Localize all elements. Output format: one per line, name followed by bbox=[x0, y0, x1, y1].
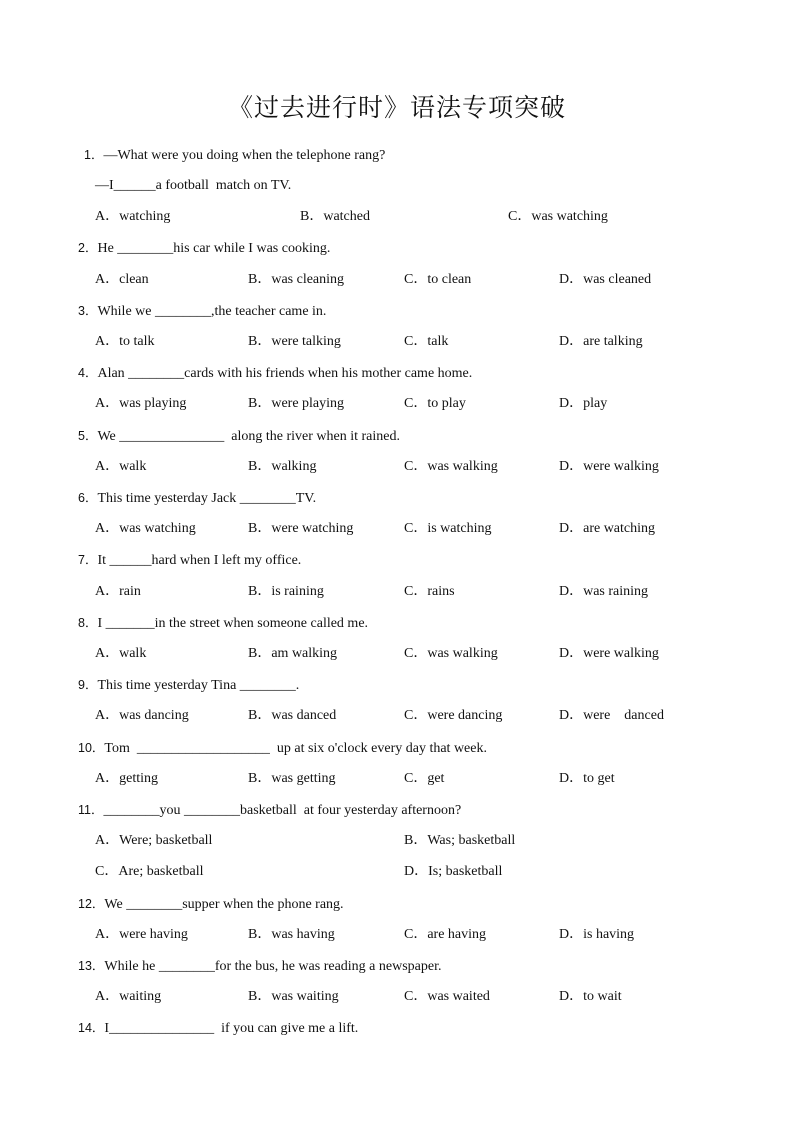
option-c: C．were dancing bbox=[404, 708, 503, 723]
question-9-options bbox=[95, 707, 775, 725]
option-c: C．Are; basketball bbox=[95, 864, 204, 879]
question-10-options bbox=[95, 770, 775, 788]
question-4 bbox=[78, 364, 472, 383]
option-d: D．are watching bbox=[559, 521, 656, 536]
option-d: D．was cleaned bbox=[559, 272, 652, 287]
option-a: A．were having bbox=[95, 927, 188, 942]
option-a: A．walk bbox=[95, 646, 147, 661]
option-d: D．was raining bbox=[559, 584, 649, 599]
option-a: A．Were; basketball bbox=[95, 833, 213, 848]
option-a: A．clean bbox=[95, 272, 149, 287]
option-a: A．walk bbox=[95, 459, 147, 474]
option-a: A．getting bbox=[95, 771, 158, 786]
option-c: C．was watching bbox=[508, 209, 608, 224]
question-2-options bbox=[95, 271, 775, 289]
option-a: A．to talk bbox=[95, 334, 155, 349]
option-c: C．to clean bbox=[404, 272, 472, 287]
question-number: 4． bbox=[78, 366, 98, 380]
question-stem: This time yesterday Jack ________TV. bbox=[97, 491, 317, 506]
question-number: 13． bbox=[78, 959, 105, 973]
option-d: D．were danced bbox=[559, 708, 664, 723]
question-13-options bbox=[95, 988, 775, 1006]
option-b: B．Was; basketball bbox=[404, 833, 516, 848]
option-d: D．to get bbox=[559, 771, 615, 786]
question-number: 2． bbox=[78, 241, 98, 255]
option-c: C．was waited bbox=[404, 989, 490, 1004]
option-a: A．was playing bbox=[95, 396, 187, 411]
option-d: D．play bbox=[559, 396, 608, 411]
option-b: B．was waiting bbox=[248, 989, 339, 1004]
option-c: C．rains bbox=[404, 584, 455, 599]
option-d: D．is having bbox=[559, 927, 635, 942]
option-c: C．is watching bbox=[404, 521, 492, 536]
question-stem: Tom ___________________ up at six o'clock every day that week. bbox=[104, 741, 487, 756]
question-8 bbox=[78, 614, 368, 633]
question-1-response: —I______a football match on TV. bbox=[95, 178, 292, 193]
question-1-options bbox=[95, 208, 775, 226]
option-b: B．were watching bbox=[248, 521, 354, 536]
question-stem: Alan ________cards with his friends when his mother came home. bbox=[97, 366, 473, 381]
option-a: A．was watching bbox=[95, 521, 196, 536]
question-12 bbox=[78, 895, 344, 914]
option-d: D．were walking bbox=[559, 459, 659, 474]
question-number: 11． bbox=[78, 803, 104, 817]
option-b: B．was getting bbox=[248, 771, 336, 786]
question-stem: ________you ________basketball at four yesterday afternoon? bbox=[103, 803, 462, 818]
question-number: 14． bbox=[78, 1021, 105, 1035]
option-a: A．rain bbox=[95, 584, 141, 599]
question-stem: While he ________for the bus, he was reading a newspaper. bbox=[104, 959, 442, 974]
option-b: B．am walking bbox=[248, 646, 338, 661]
option-b: B．were talking bbox=[248, 334, 341, 349]
question-number: 3． bbox=[78, 304, 98, 318]
option-d: D．are talking bbox=[559, 334, 643, 349]
option-c: C．was walking bbox=[404, 646, 498, 661]
option-b: B．were playing bbox=[248, 396, 345, 411]
option-c: C．was walking bbox=[404, 459, 498, 474]
option-c: C．get bbox=[404, 771, 445, 786]
question-number: 9． bbox=[78, 678, 98, 692]
question-6 bbox=[78, 489, 316, 508]
question-3-options bbox=[95, 333, 775, 351]
option-a: A．waiting bbox=[95, 989, 162, 1004]
question-number: 6． bbox=[78, 491, 98, 505]
question-stem: —What were you doing when the telephone rang? bbox=[103, 148, 386, 163]
question-10 bbox=[78, 739, 487, 758]
option-b: B．is raining bbox=[248, 584, 324, 599]
question-number: 8． bbox=[78, 616, 98, 630]
question-stem: I _______in the street when someone called me. bbox=[97, 616, 369, 631]
question-number: 5． bbox=[78, 429, 98, 443]
option-b: B．was danced bbox=[248, 708, 337, 723]
question-number: 10． bbox=[78, 741, 105, 755]
question-stem: While we ________,the teacher came in. bbox=[97, 304, 327, 319]
question-11 bbox=[78, 801, 461, 820]
option-d: D．to wait bbox=[559, 989, 622, 1004]
question-2 bbox=[78, 239, 330, 258]
question-5 bbox=[78, 427, 400, 446]
option-c: C．are having bbox=[404, 927, 487, 942]
question-stem: We ________supper when the phone rang. bbox=[104, 897, 344, 912]
question-3 bbox=[78, 302, 326, 321]
option-b: B．was having bbox=[248, 927, 335, 942]
question-7-options bbox=[95, 583, 775, 601]
option-b: B．was cleaning bbox=[248, 272, 345, 287]
question-stem: It ______hard when I left my office. bbox=[97, 553, 302, 568]
question-9 bbox=[78, 676, 299, 695]
question-14 bbox=[78, 1019, 358, 1038]
question-stem: This time yesterday Tina ________. bbox=[97, 678, 300, 693]
question-number: 12． bbox=[78, 897, 105, 911]
option-a: A．watching bbox=[95, 209, 171, 224]
question-1 bbox=[84, 146, 385, 165]
question-5-options bbox=[95, 458, 775, 476]
question-12-options bbox=[95, 926, 775, 944]
question-13 bbox=[78, 957, 441, 976]
question-stem: I_______________ if you can give me a lift. bbox=[104, 1021, 359, 1036]
option-a: A．was dancing bbox=[95, 708, 189, 723]
option-c: C．to play bbox=[404, 396, 466, 411]
question-8-options bbox=[95, 645, 775, 663]
option-d: D．were walking bbox=[559, 646, 659, 661]
question-stem: He ________his car while I was cooking. bbox=[97, 241, 331, 256]
question-stem: We _______________ along the river when it rained. bbox=[97, 429, 400, 444]
question-4-options bbox=[95, 395, 775, 413]
page-title: 《过去进行时》语法专项突破 bbox=[227, 93, 566, 122]
question-11-options-row1 bbox=[95, 832, 775, 850]
option-d: D．Is; basketball bbox=[404, 864, 503, 879]
option-c: C．talk bbox=[404, 334, 449, 349]
question-7 bbox=[78, 551, 301, 570]
question-6-options bbox=[95, 520, 775, 538]
question-number: 7． bbox=[78, 553, 98, 567]
question-11-options-row2 bbox=[95, 863, 775, 881]
option-b: B．walking bbox=[248, 459, 317, 474]
option-b: B．watched bbox=[300, 209, 370, 224]
question-number: 1． bbox=[84, 148, 104, 162]
